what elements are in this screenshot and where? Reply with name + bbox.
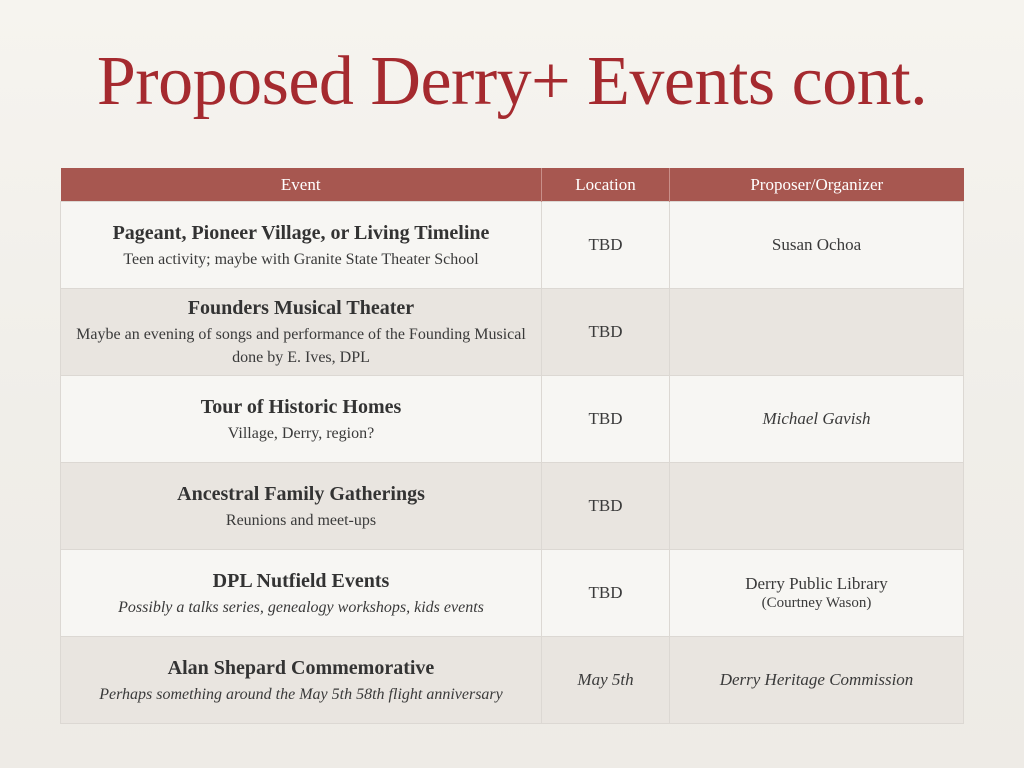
event-cell [61,289,542,376]
header-event: Event [61,168,542,202]
table-row [61,637,964,724]
table-row [61,463,964,550]
event-cell [61,463,542,550]
event-title: Tour of Historic Homes [200,395,402,418]
event-description: Possibly a talks series, genealogy workshops, kids events [118,598,484,616]
event-cell [61,637,542,724]
table-row [61,202,964,289]
organizer-cell [670,376,964,463]
event-title: Alan Shepard Commemorative [167,656,435,679]
event-title: Pageant, Pioneer Village, or Living Timeline [112,221,490,244]
location-cell: TBD [542,550,670,637]
event-description: Reunions and meet-ups [225,511,377,529]
location-cell: May 5th [542,637,670,724]
event-cell [61,550,542,637]
table-row [61,550,964,637]
table-row [61,376,964,463]
event-description: Perhaps something around the May 5th 58th flight anniversary [99,685,503,703]
organizer-name: Susan Ochoa [771,235,862,254]
slide-title: Proposed Derry+ Events cont. [96,43,928,120]
organizer-cell [670,289,964,376]
organizer-name: Derry Public Library [745,574,888,593]
events-table [60,168,964,724]
header-organizer: Proposer/Organizer [670,168,964,202]
event-cell [61,376,542,463]
organizer-cell [670,463,964,550]
location-cell: TBD [542,289,670,376]
event-title: DPL Nutfield Events [212,569,390,592]
organizer-contact: (Courtney Wason) [761,595,872,611]
location-cell: TBD [542,202,670,289]
location-cell: TBD [542,376,670,463]
table-header-row [61,168,964,202]
event-description: Teen activity; maybe with Granite State Theater School [123,250,479,268]
organizer-cell [670,637,964,724]
event-cell [61,202,542,289]
event-title: Founders Musical Theater [187,297,415,319]
organizer-cell [670,202,964,289]
table-row [61,289,964,376]
event-title: Ancestral Family Gatherings [177,482,425,505]
organizer-name: Michael Gavish [762,409,871,428]
event-description: Village, Derry, region? [227,424,375,442]
event-description: Maybe an evening of songs and performance of the Founding Musical done by E. Ives, DPL [76,326,526,366]
organizer-name: Derry Heritage Commission [719,670,914,689]
location-cell: TBD [542,463,670,550]
header-location: Location [542,168,670,202]
organizer-cell [670,550,964,637]
